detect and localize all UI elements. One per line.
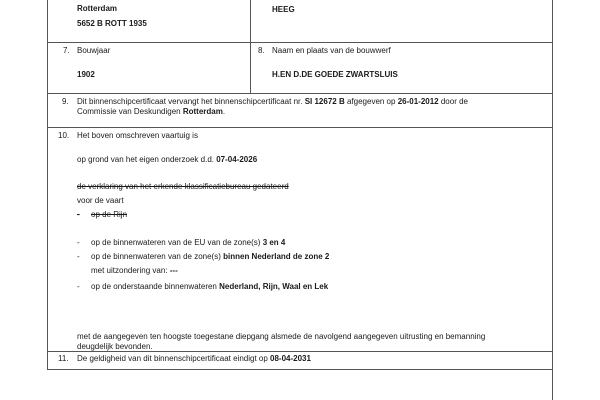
- inspection-text: op grond van het eigen onderzoek d.d.: [77, 155, 214, 164]
- home-port: Rotterdam: [77, 4, 118, 13]
- zone-eu-item: [91, 238, 285, 248]
- struck-rijn-dash: -: [77, 210, 80, 219]
- waterways-dash: -: [77, 282, 80, 291]
- commission-city: Rotterdam: [182, 107, 223, 116]
- section-9-text-b: afgegeven op: [346, 97, 396, 106]
- exception-line: [91, 266, 178, 276]
- waterways-value: Nederland, Rijn, Waal en Lek: [219, 282, 329, 291]
- frame-right-border: [552, 0, 553, 400]
- section-8-number: 8.: [258, 46, 265, 55]
- section-7-label: Bouwjaar: [77, 46, 111, 55]
- inspection-date: 07-04-2026: [216, 155, 258, 164]
- zone-nl-item: [91, 252, 329, 262]
- top-right-value: HEEG: [272, 5, 295, 14]
- section-10-number: 10.: [58, 131, 70, 140]
- zone-eu-text: op de binnenwateren van de EU van de zone(s): [91, 238, 261, 247]
- commission-name: Commissie van Deskundigen: [77, 107, 181, 116]
- section-9-text-a: Dit binnenschipcertificaat vervangt het binnenschipcertificaat nr.: [77, 97, 303, 106]
- validity-line: [77, 354, 311, 364]
- section-7-number: 7.: [63, 46, 70, 55]
- zone-nl-text: op de binnenwateren van de zone(s): [91, 252, 221, 261]
- section-9-text-c: door de: [440, 97, 468, 106]
- exception-value: ---: [169, 266, 178, 275]
- previous-certificate-date: 26-01-2012: [397, 97, 439, 106]
- section-11-number: 11.: [58, 354, 69, 363]
- section-9-line-1: [77, 97, 468, 107]
- zone-eu-dash: -: [77, 238, 80, 247]
- waterways-text: op de onderstaande binnenwateren: [91, 282, 217, 291]
- section-9-period: .: [222, 107, 226, 116]
- row-divider-1: [47, 42, 553, 43]
- inspection-line: [77, 155, 257, 165]
- zone-eu-value: 3 en 4: [262, 238, 286, 247]
- build-year: 1902: [77, 70, 95, 79]
- struck-rijn-item: op de Rijn: [91, 210, 128, 219]
- struck-classification-declaration: de verklaring van het erkende klassificatiebureau gedateerd: [77, 182, 289, 191]
- validity-text: De geldigheid van dit binnenschipcertificaat eindigt op: [77, 354, 268, 363]
- row-divider-5: [47, 369, 553, 370]
- zone-nl-value: binnen Nederland de zone 2: [223, 252, 330, 261]
- registration-number: 5652 B ROTT 1935: [77, 19, 147, 28]
- section-8-label: Naam en plaats van de bouwwerf: [272, 46, 391, 55]
- exception-text: met uitzondering van:: [91, 266, 168, 275]
- row-divider-2: [47, 93, 553, 94]
- validity-end-date: 08-04-2031: [270, 354, 311, 363]
- section-10-intro: Het boven omschreven vaartuig is: [77, 131, 198, 140]
- frame-left-border: [47, 0, 48, 370]
- zone-nl-dash: -: [77, 252, 80, 261]
- column-divider: [250, 0, 251, 93]
- closing-line-2: deugdelijk bevonden.: [77, 342, 153, 351]
- section-9-line-2: [77, 107, 225, 117]
- shipyard-name: H.EN D.DE GOEDE ZWARTSLUIS: [272, 70, 398, 79]
- voor-de-vaart-label: voor de vaart: [77, 196, 124, 205]
- row-divider-3: [47, 127, 553, 128]
- closing-line-1: met de aangegeven ten hoogste toegestane diepgang alsmede de navolgend aangegeven uitrusting en bemanning: [77, 332, 486, 341]
- previous-certificate-number: SI 12672 B: [304, 97, 345, 106]
- waterways-item: [91, 282, 328, 292]
- section-9-number: 9.: [62, 97, 69, 106]
